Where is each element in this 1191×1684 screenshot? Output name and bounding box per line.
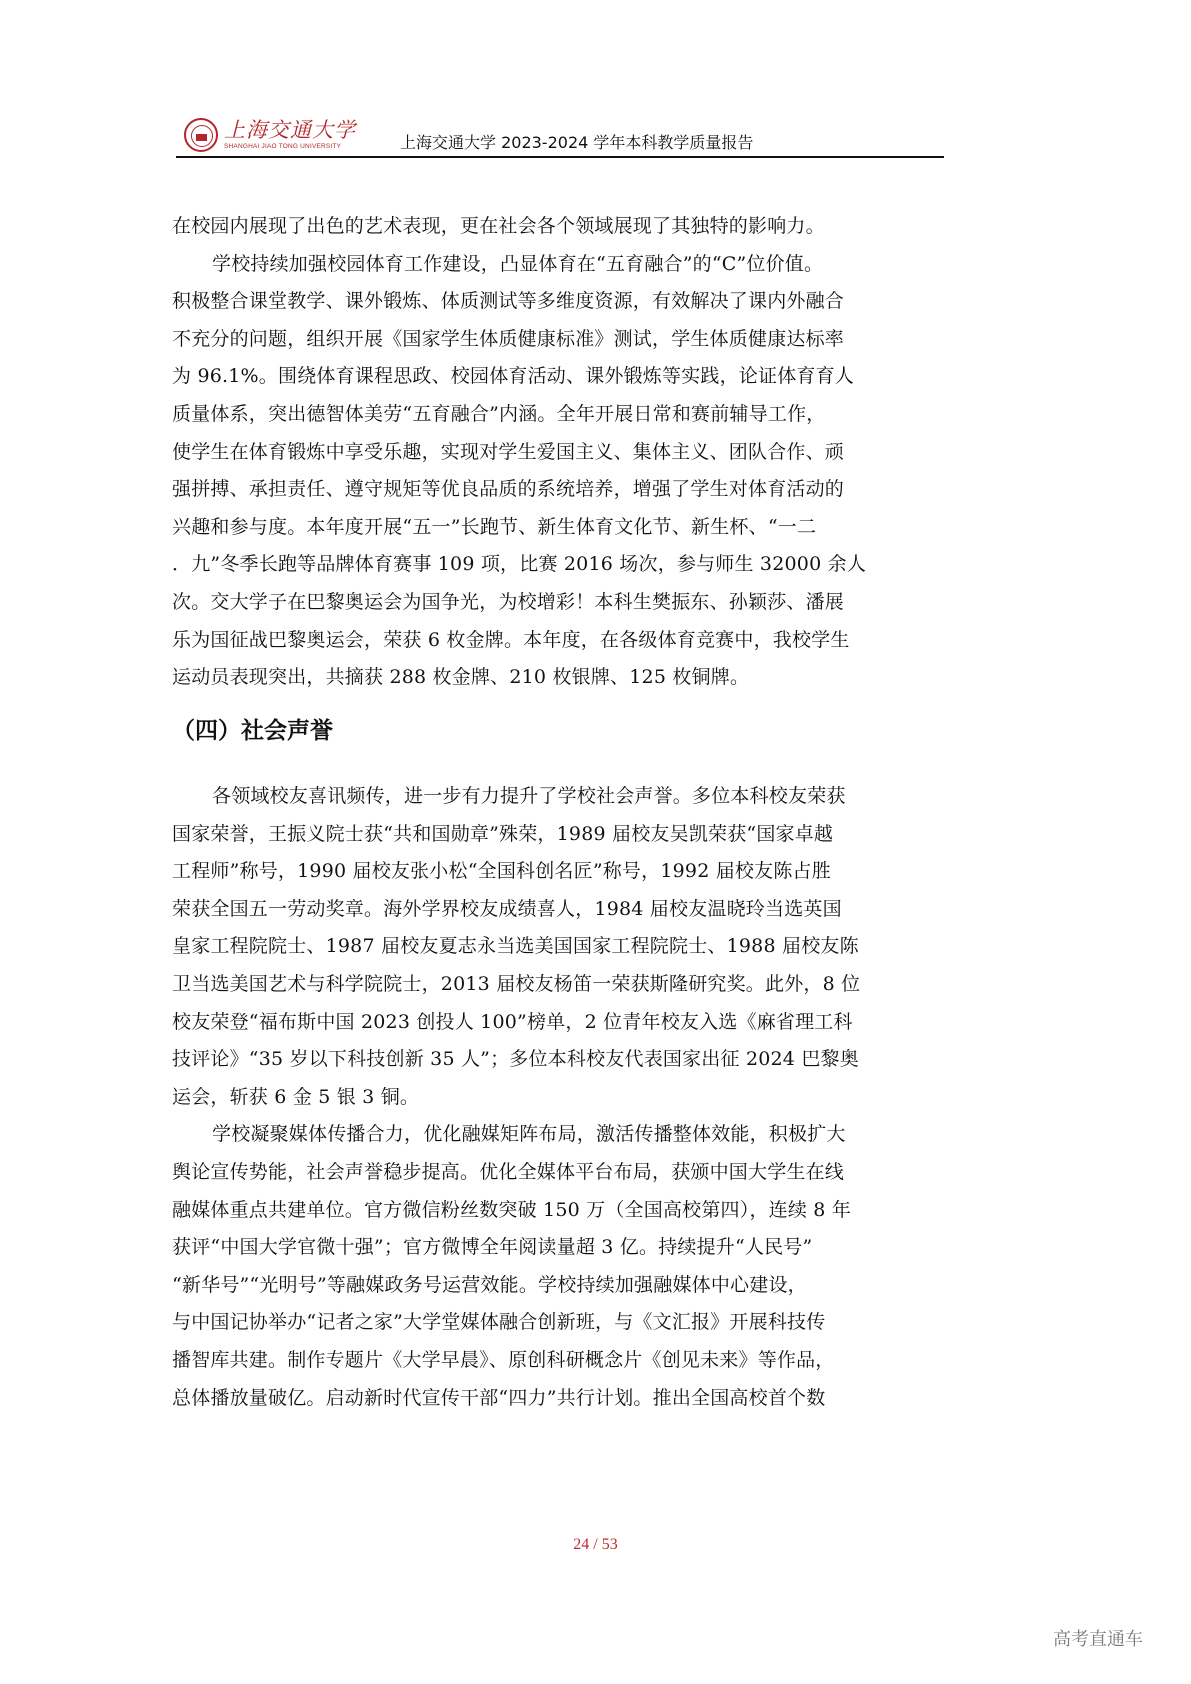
text-line: 总体播放量破亿。启动新时代宣传干部“四力”共行计划。推出全国高校首个数 [172, 1386, 826, 1409]
text-line: 使学生在体育锻炼中享受乐趣，实现对学生爱国主义、集体主义、团队合作、顽 [172, 440, 845, 463]
text-line: 卫当选美国艺术与科学院院士，2013 届校友杨笛一荣获斯隆研究奖。此外，8 位 [172, 972, 861, 995]
text-line: 为 96.1%。围绕体育课程思政、校园体育活动、课外锻炼等实践，论证体育育人 [172, 365, 854, 388]
text-line: 乐为国征战巴黎奥运会，荣获 6 枚金牌。本年度，在各级体育竞赛中，我校学生 [172, 628, 850, 651]
university-seal-icon [184, 118, 218, 152]
section-reputation-paragraphs [172, 778, 946, 1417]
text-line: 融媒体重点共建单位。官方微信粉丝数突破 150 万（全国高校第四），连续 8 年 [172, 1198, 852, 1221]
section-sports-paragraphs [172, 208, 946, 697]
text-line: 播智库共建。制作专题片《大学早晨》、原创科研概念片《创见未来》等作品， [172, 1348, 835, 1371]
text-line: 与中国记协举办“记者之家”大学堂媒体融合创新班，与《文汇报》开展科技传 [172, 1311, 826, 1334]
paragraph-start-line: 学校持续加强校园体育工作建设，凸显体育在“五育融合”的“C”位价值。 [212, 252, 824, 275]
text-line: ．九”冬季长跑等品牌体育赛事 109 项，比赛 2016 场次，参与师生 32000 余人 [172, 553, 867, 576]
text-line: 校友荣登“福布斯中国 2023 创投人 100”榜单，2 位青年校友入选《麻省理工科 [172, 1010, 853, 1033]
text-line: 在校园内展现了出色的艺术表现，更在社会各个领域展现了其独特的影响力。 [172, 215, 825, 237]
text-line: 强拼搏、承担责任、遵守规矩等优良品质的系统培养，增强了学生对体育活动的 [172, 478, 845, 501]
text-line: 皇家工程院院士、1987 届校友夏志永当选美国国家工程院院士、1988 届校友陈 [172, 935, 859, 958]
text-line: 兴趣和参与度。本年度开展“五一”长跑节、新生体育文化节、新生杯、“一二 [172, 515, 817, 538]
section-heading-social-reputation: （四）社会声誉 [172, 718, 333, 744]
text-line: 国家荣誉，王振义院士获“共和国勋章”殊荣，1989 届校友吴凯荣获“国家卓越 [172, 822, 834, 845]
header-divider [176, 156, 944, 158]
text-line: 运动员表现突出，共摘获 288 枚金牌、210 枚银牌、125 枚铜牌。 [172, 666, 750, 689]
page-header [176, 116, 944, 158]
text-line: 质量体系，突出德智体美劳“五育融合”内涵。全年开展日常和赛前辅导工作， [172, 402, 826, 425]
logo-chinese-name: 上海交通大学 [224, 118, 356, 142]
page-number: 24 / 53 [573, 1536, 618, 1553]
text-line: 积极整合课堂教学、课外锻炼、体质测试等多维度资源，有效解决了课内外融合 [172, 290, 845, 313]
text-line: 不充分的问题，组织开展《国家学生体质健康标准》测试，学生体质健康达标率 [172, 327, 845, 350]
university-logo [184, 118, 356, 152]
text-line: 工程师”称号，1990 届校友张小松“全国科创名匠”称号，1992 届校友陈占胜 [172, 860, 831, 883]
paragraph-start-line: 学校凝聚媒体传播合力，优化融媒矩阵布局，激活传播整体效能，积极扩大 [212, 1123, 846, 1146]
text-line: 次。交大学子在巴黎奥运会为国争光，为校增彩！本科生樊振东、孙颖莎、潘展 [172, 590, 845, 613]
logo-english-name: SHANGHAI JIAO TONG UNIVERSITY [224, 143, 342, 150]
text-line: 运会，斩获 6 金 5 银 3 铜。 [172, 1085, 420, 1108]
logo-text [224, 118, 356, 150]
text-line: 获评“中国大学官微十强”；官方微博全年阅读量超 3 亿。持续提升“人民号” [172, 1236, 813, 1259]
report-title: 上海交通大学 2023-2024 学年本科教学质量报告 [400, 133, 754, 152]
text-line: 技评论》“35 岁以下科技创新 35 人”；多位本科校友代表国家出征 2024 巴黎奥 [172, 1048, 859, 1071]
text-line: 荣获全国五一劳动奖章。海外学界校友成绩喜人，1984 届校友温晓玲当选英国 [172, 897, 842, 920]
text-line: “新华号”“光明号”等融媒政务号运营效能。学校持续加强融媒体中心建设， [172, 1273, 807, 1296]
text-line: 舆论宣传势能，社会声誉稳步提高。优化全媒体平台布局，获颁中国大学生在线 [172, 1160, 845, 1183]
paragraph-start-line: 各领域校友喜讯频传，进一步有力提升了学校社会声誉。多位本科校友荣获 [212, 785, 846, 807]
watermark-text: 高考直通车 [1053, 1629, 1143, 1650]
